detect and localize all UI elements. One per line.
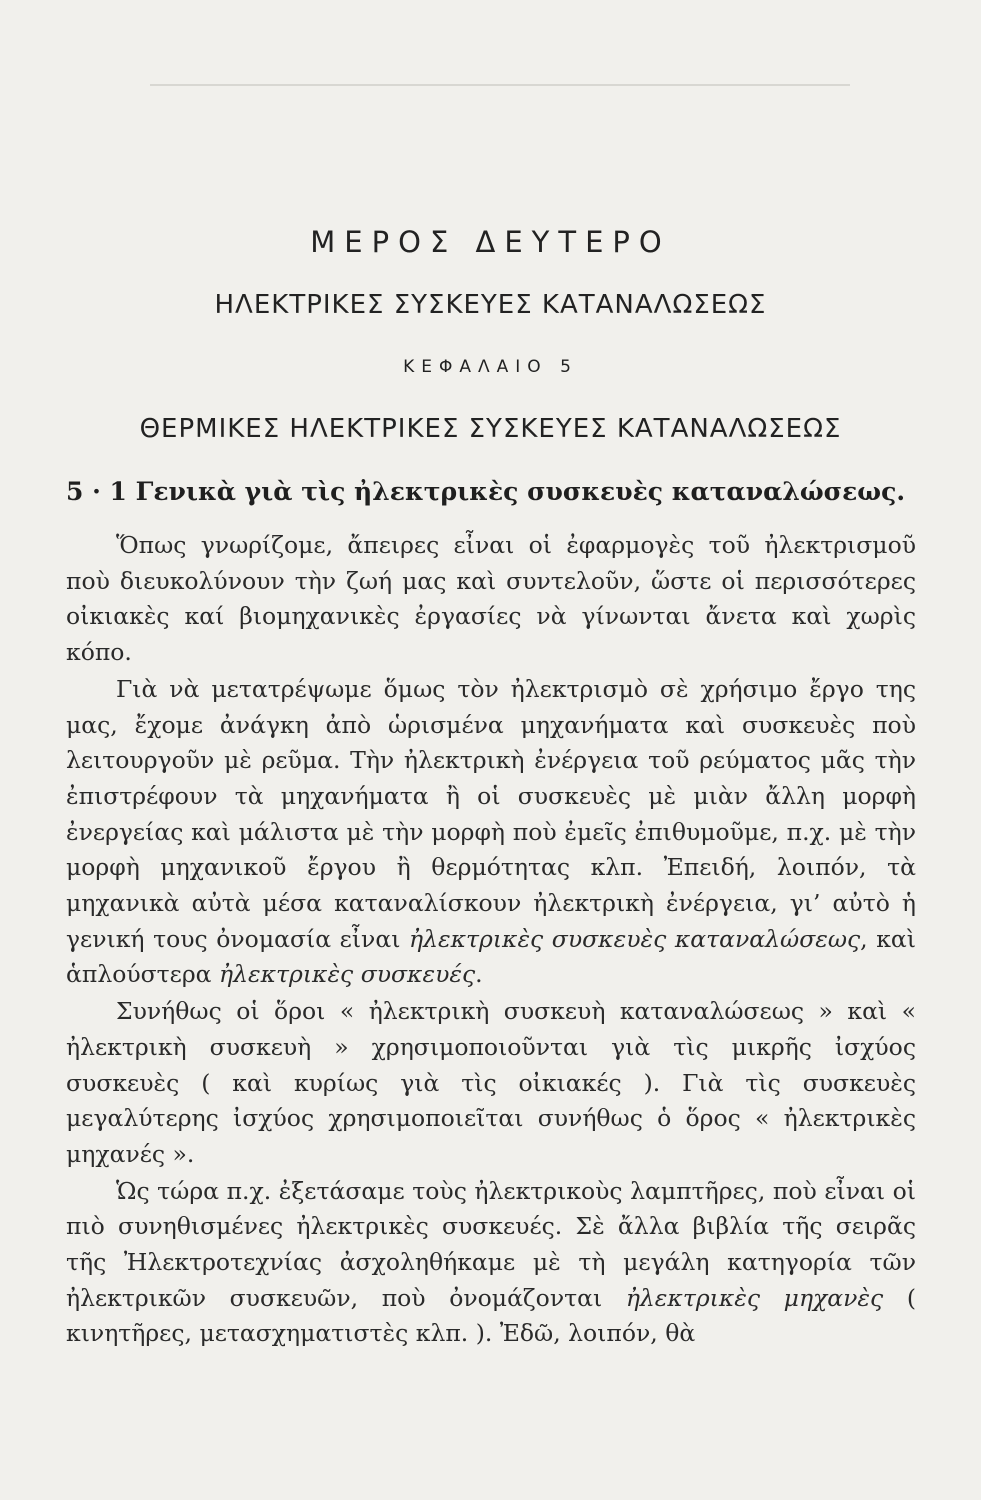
paragraph-2-text-b: , καὶ ἁπλούστερα — [66, 924, 916, 989]
paragraph-2-text-a: Γιὰ νὰ μετατρέψωμε ὅμως τὸν ἠλεκτρισμὸ σὲ χρήσιμο ἔργο της μας, ἔχομε ἀνάγκη ἀπὸ ὡρισμένα μηχανήματα καὶ συσκευὲς ποὺ λειτουργοῦν μὲ ρεῦμα. Τὴν ἠλεκτρικὴ ἐνέργεια τοῦ ρεύματος μᾶς τὴν ἐπιστρέφουν τὰ μηχανήματα ἢ οἱ συσκευὲς μὲ μιὰν ἄλλη μορφὴ ἐνεργείας καὶ μάλιστα μὲ τὴν μορφὴ ποὺ ἐμεῖς ἐπιθυμοῦμε, π.χ. μὲ τὴν μορφὴ μηχανικοῦ ἔργου ἢ θερμότητας κλπ. Ἐπειδή, λοιπόν, τὰ μηχανικὰ αὐτὰ μέσα καταναλίσκουν ἠλεκτρικὴ ἐνέργεια, γι’ αὐτὸ ἡ γενική τους ὀνομασία εἶναι — [66, 674, 916, 953]
chapter-label: ΚΕΦΑΛΑΙΟ 5 — [403, 357, 578, 377]
subsection-heading: 5 · 1 Γενικὰ γιὰ τὶς ἠλεκτρικὲς συσκευὲς καταναλώσεως. — [66, 477, 906, 506]
paragraph-2 — [66, 672, 916, 993]
paragraph-4-text-b: ( κινητῆρες, μετασχηματιστὲς κλπ. ). Ἐδῶ, λοιπόν, θὰ — [66, 1283, 916, 1348]
paragraph-2-italic-term-1: ἠλεκτρικὲς συσκευὲς καταναλώσεως — [409, 924, 861, 953]
section-title: ΗΛΕΚΤΡΙΚΕΣ ΣΥΣΚΕΥΕΣ ΚΑΤΑΝΑΛΩΣΕΩΣ — [214, 290, 767, 320]
body-text — [66, 528, 916, 1352]
paragraph-1 — [66, 528, 916, 671]
show-through-rule — [150, 84, 850, 86]
chapter-title: ΘΕΡΜΙΚΕΣ ΗΛΕΚΤΡΙΚΕΣ ΣΥΣΚΕΥΕΣ ΚΑΤΑΝΑΛΩΣΕΩΣ — [139, 414, 842, 444]
paragraph-4-text-a: Ὡς τώρα π.χ. ἐξετάσαμε τοὺς ἠλεκτρικοὺς λαμπτῆρες, ποὺ εἶναι οἱ πιὸ συνηθισμένες ἠλεκτρικὲς συσκευές. Σὲ ἄλλα βιβλία τῆς σειρᾶς τῆς Ἠλεκτροτεχνίας ἀσχοληθήκαμε μὲ τὴ μεγάλη κατηγορία τῶν ἠλεκτρικῶν συσκευῶν, ποὺ ὀνομάζονται — [66, 1176, 916, 1312]
part-title: ΜΕΡΟΣ ΔΕΥΤΕΡΟ — [310, 225, 671, 259]
paragraph-1-text: Ὅπως γνωρίζομε, ἄπειρες εἶναι οἱ ἐφαρμογὲς τοῦ ἠλεκτρισμοῦ ποὺ διευκολύνουν τὴν ζωή μας καὶ συντελοῦν, ὥστε οἱ περισσότερες οἰκιακὲς καί βιομηχανικὲς ἐργασίες νὰ γίνωνται ἄνετα καὶ χωρὶς κόπο. — [66, 531, 916, 667]
paragraph-2-text-c: . — [475, 960, 483, 989]
paragraph-2-italic-term-2: ἠλεκτρικὲς συσκευές — [219, 960, 476, 989]
paragraph-3 — [66, 994, 916, 1173]
paragraph-3-text: Συνήθως οἱ ὅροι « ἠλεκτρικὴ συσκευὴ καταναλώσεως » καὶ « ἠλεκτρικὴ συσκευὴ » χρησιμοποιοῦνται γιὰ τὶς μικρῆς ἰσχύος συσκευὲς ( καὶ κυρίως γιὰ τὶς οἰκιακές ). Γιὰ τὶς συσκευὲς μεγαλύτερης ἰσχύος χρησιμοποιεῖται συνήθως ὁ ὅρος « ἠλεκτρικὲς μηχανές ». — [66, 997, 916, 1168]
paragraph-4-italic-term-1: ἠλεκτρικὲς μηχανὲς — [625, 1283, 884, 1312]
paragraph-4 — [66, 1174, 916, 1353]
